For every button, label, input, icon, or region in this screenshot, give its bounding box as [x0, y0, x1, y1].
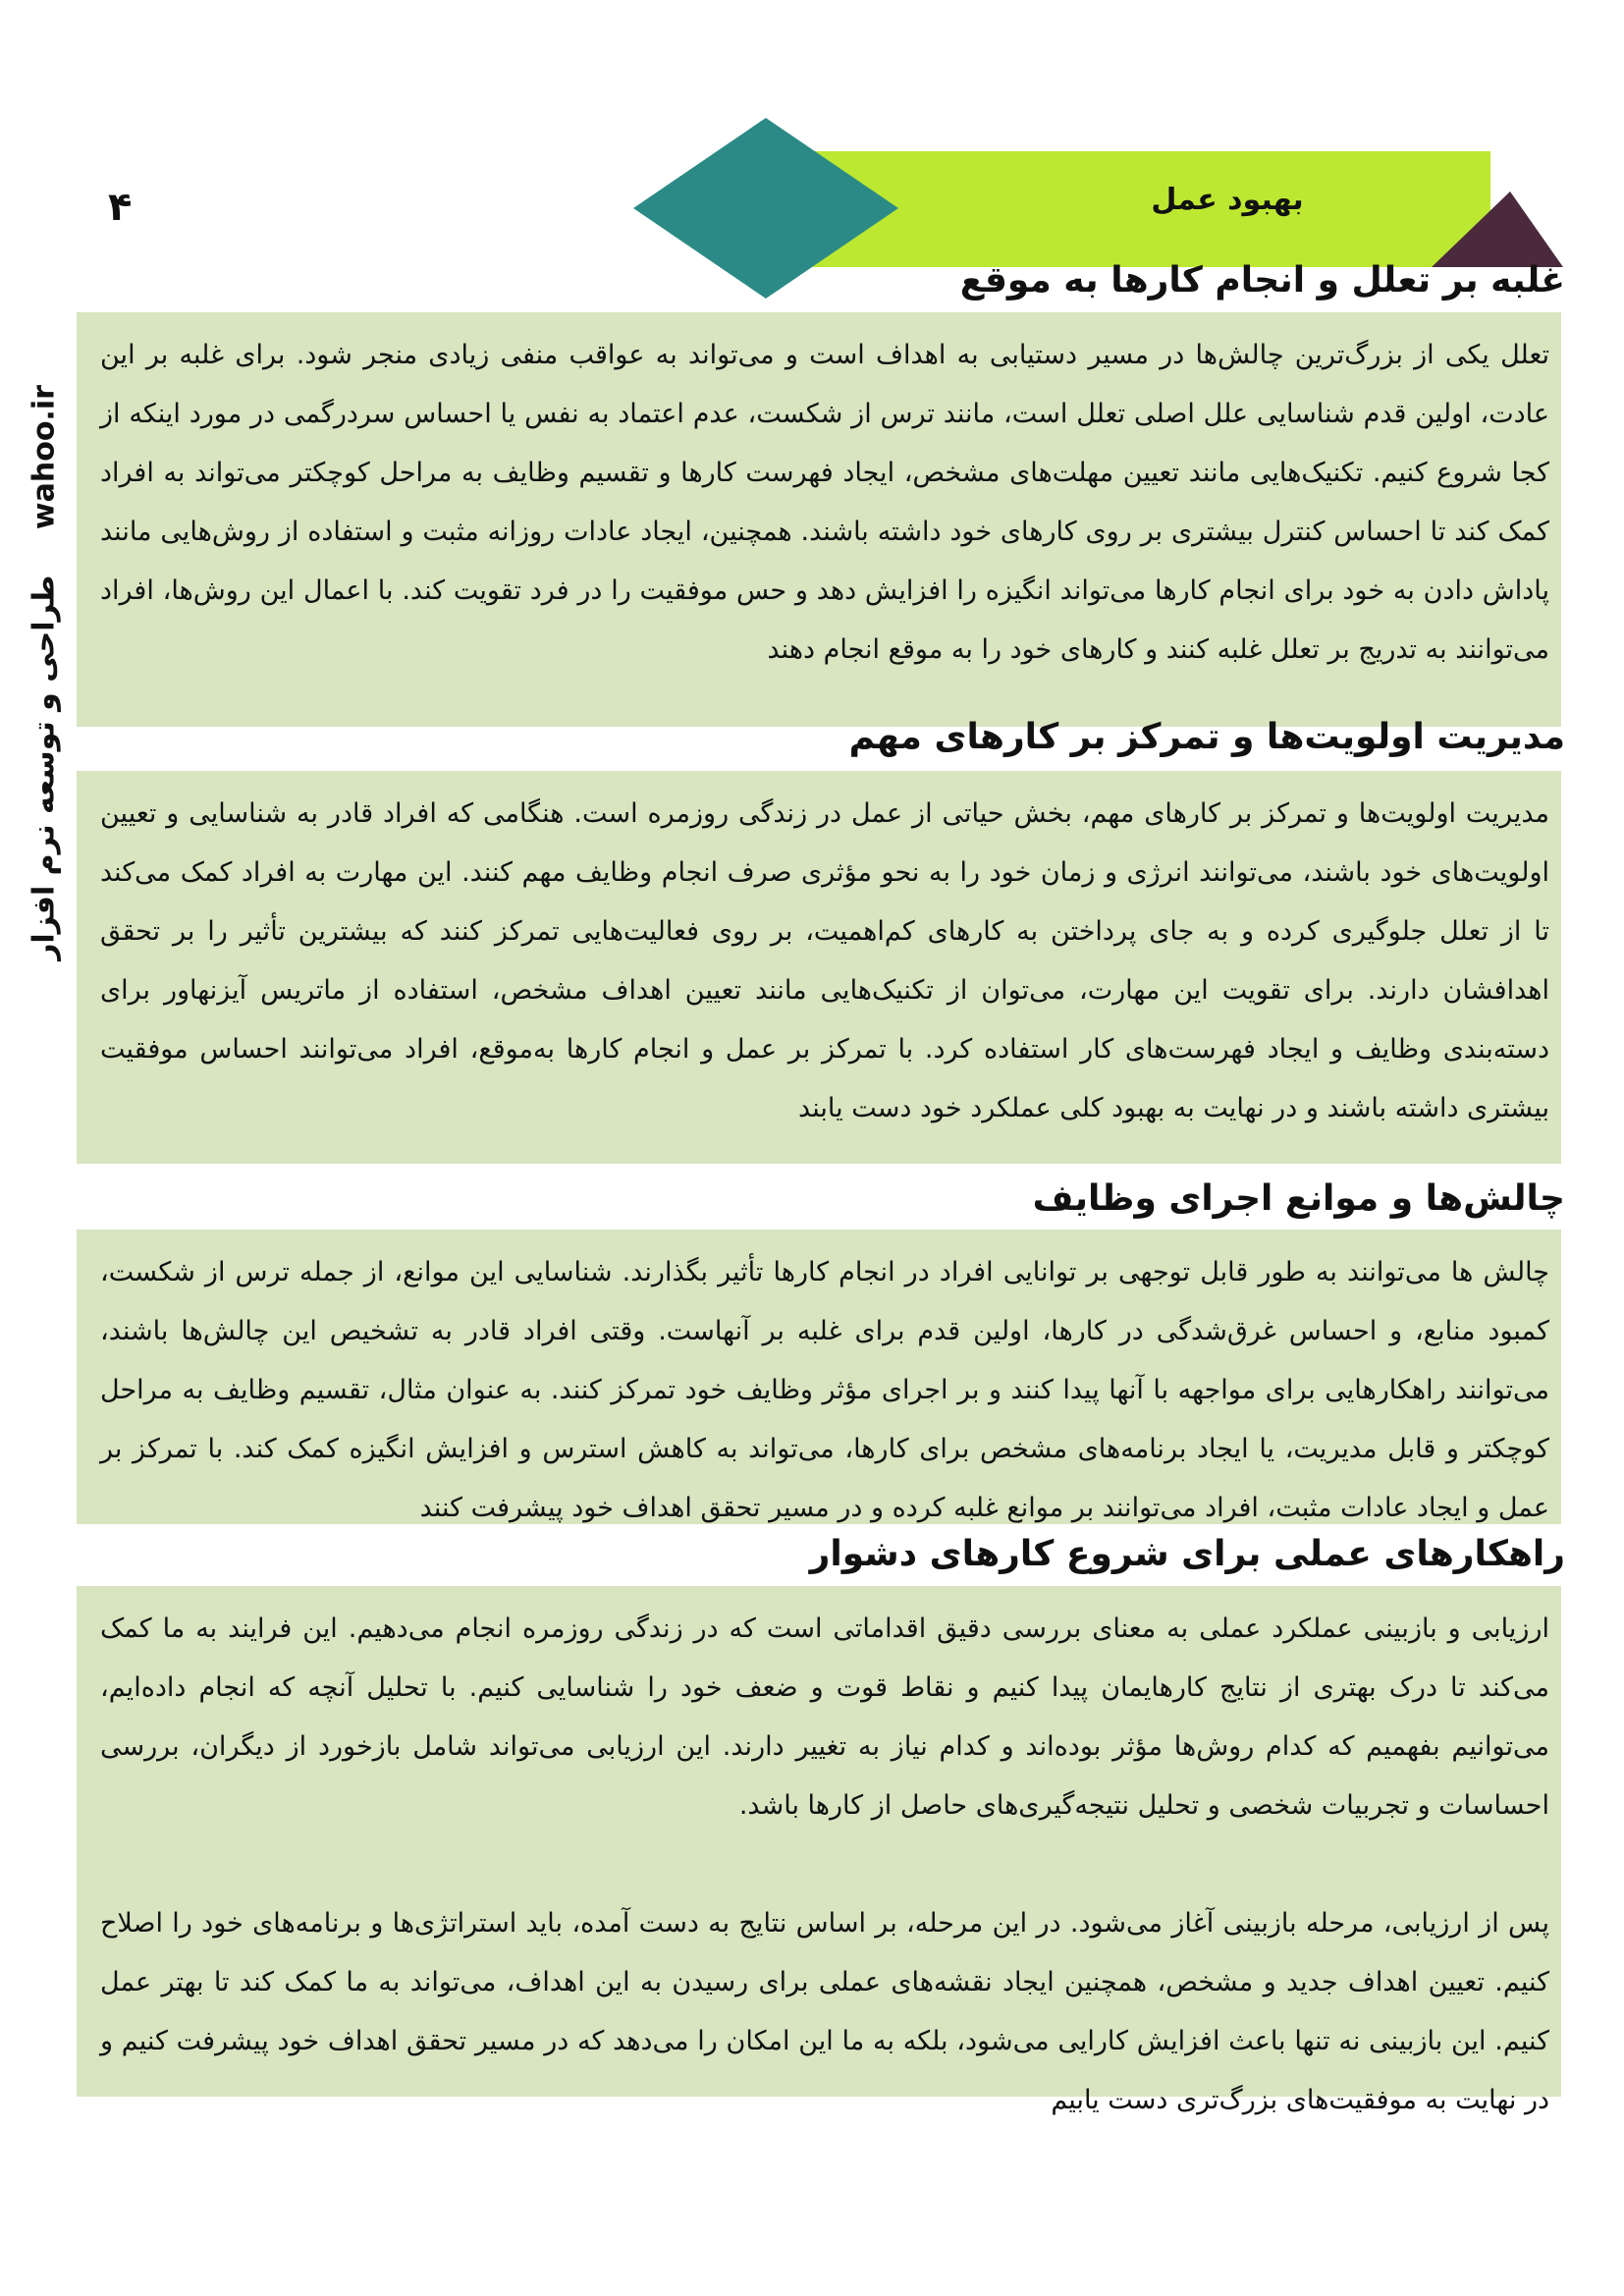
section-body-priorities [77, 771, 1561, 1164]
section-heading-practical-strategies: راهکارهای عملی برای شروع کارهای دشوار [809, 1534, 1565, 1574]
section-body-challenges [77, 1230, 1561, 1524]
page-number: ۴ [108, 185, 133, 230]
teal-diamond [633, 118, 898, 299]
sidebar-title: طراحی و توسعه نرم افزار [27, 574, 62, 960]
section-body-practical-strategies [77, 1586, 1561, 2115]
paragraph: تعلل یکی از بزرگ‌ترین چالش‌ها در مسیر دستیابی به اهداف است و می‌تواند به عواقب منفی زیادی منجر شود. برای غلبه بر این عادت، اولین قدم شناسایی علل اصلی تعلل است، مانند ترس از شکست، عدم اعتماد به نفس یا احساس سردرگمی در مورد اینکه از کجا شروع کنیم. تکنیک‌هایی مانند تعیین مهلت‌های مشخص، ایجاد فهرست کارها و تقسیم وظایف به مراحل کوچکتر می‌تواند به افراد کمک کند تا احساس کنترل بیشتری بر روی کارهای خود داشته باشند. همچنین، ایجاد عادات روزانه مثبت و استفاده از روش‌هایی مانند پاداش دادن به خود برای انجام کارها می‌تواند انگیزه را افزایش دهد و حس موفقیت را در فرد تقویت کند. با اعمال این روش‌ها، افراد می‌توانند به تدریج بر تعلل غلبه کنند و کارهای خود را به موقع انجام دهند [100, 340, 1549, 665]
section-heading-procrastination: غلبه بر تعلل و انجام کارها به موقع [959, 260, 1565, 301]
paragraph: چالش ها می‌توانند به طور قابل توجهی بر توانایی افراد در انجام کارها تأثیر بگذارند. شناسایی این موانع، از جمله ترس از شکست، کمبود منابع، و احساس غرق‌شدگی در کارها، اولین قدم برای غلبه بر آنهاست. وقتی افراد قادر به تشخیص این چالش‌ها باشند، می‌توانند راهکارهایی برای مواجهه با آنها پیدا کنند و بر اجرای مؤثر وظایف خود تمرکز کنند. به عنوان مثال، تقسیم وظایف به مراحل کوچکتر و قابل مدیریت، یا ایجاد برنامه‌های مشخص برای کارها، می‌تواند به کاهش استرس و افزایش انگیزه کمک کند. با تمرکز بر عمل و ایجاد عادات مثبت، افراد می‌توانند بر موانع غلبه کرده و در مسیر تحقق اهداف خود پیشرفت کنند [100, 1257, 1549, 1523]
paragraph: ارزیابی و بازبینی عملکرد عملی به معنای بررسی دقیق اقداماتی است که در زندگی روزمره انجام می‌دهیم. این فرایند به ما کمک می‌کند تا درک بهتری از نتایج کارهایمان پیدا کنیم و نقاط قوت و ضعف خود را شناسایی کنیم. با تحلیل آنچه که انجام داده‌ایم، می‌توانیم بفهمیم که کدام روش‌ها مؤثر بوده‌اند و کدام نیاز به تغییر دارند. این ارزیابی می‌تواند شامل بازخورد از دیگران، بررسی احساسات و تجربیات شخصی و تحلیل نتیجه‌گیری‌های حاصل از کارها باشد. [100, 1613, 1549, 1821]
sidebar-text [27, 367, 62, 978]
header-title: بهبود عمل [1151, 183, 1304, 217]
section-body-procrastination [77, 312, 1561, 727]
section-heading-priorities: مدیریت اولویت‌ها و تمرکز بر کارهای مهم [848, 717, 1565, 757]
sidebar [10, 385, 79, 960]
sidebar-site: wahoo.ir [27, 385, 62, 530]
paragraph: مدیریت اولویت‌ها و تمرکز بر کارهای مهم، بخش حیاتی از عمل در زندگی روزمره است. هنگامی که افراد قادر به شناسایی و تعیین اولویت‌های خود باشند، می‌توانند انرژی و زمان خود را به نحو مؤثری صرف انجام وظایف مهم کنند. این مهارت به افراد کمک می‌کند تا از تعلل جلوگیری کرده و به جای پرداختن به کارهای کم‌اهمیت، بر روی فعالیت‌هایی تمرکز کنند که بیشترین تأثیر را بر تحقق اهدافشان دارند. برای تقویت این مهارت، می‌توان از تکنیک‌هایی مانند تعیین اهداف مشخص، استفاده از ماتریس آیزنهاور برای دسته‌بندی وظایف و ایجاد فهرست‌های کار استفاده کرد. با تمرکز بر عمل و انجام کارها به‌موقع، افراد می‌توانند احساس موفقیت بیشتری داشته باشند و در نهایت به بهبود کلی عملکرد خود دست یابند [100, 798, 1549, 1123]
section-heading-challenges: چالش‌ها و موانع اجرای وظایف [1032, 1178, 1565, 1219]
paragraph: پس از ارزیابی، مرحله بازبینی آغاز می‌شود. در این مرحله، بر اساس نتایج به دست آمده، باید استراتژی‌ها و برنامه‌های خود را اصلاح کنیم. تعیین اهداف جدید و مشخص، همچنین ایجاد نقشه‌های عملی برای رسیدن به این اهداف، می‌تواند به ما کمک کند تا بهتر عمل کنیم. این بازبینی نه تنها باعث افزایش کارایی می‌شود، بلکه به ما این امکان را می‌دهد که در مسیر تحقق اهداف خود پیشرفت کنیم و در نهایت به موفقیت‌های بزرگ‌تری دست یابیم [100, 1908, 1549, 2115]
